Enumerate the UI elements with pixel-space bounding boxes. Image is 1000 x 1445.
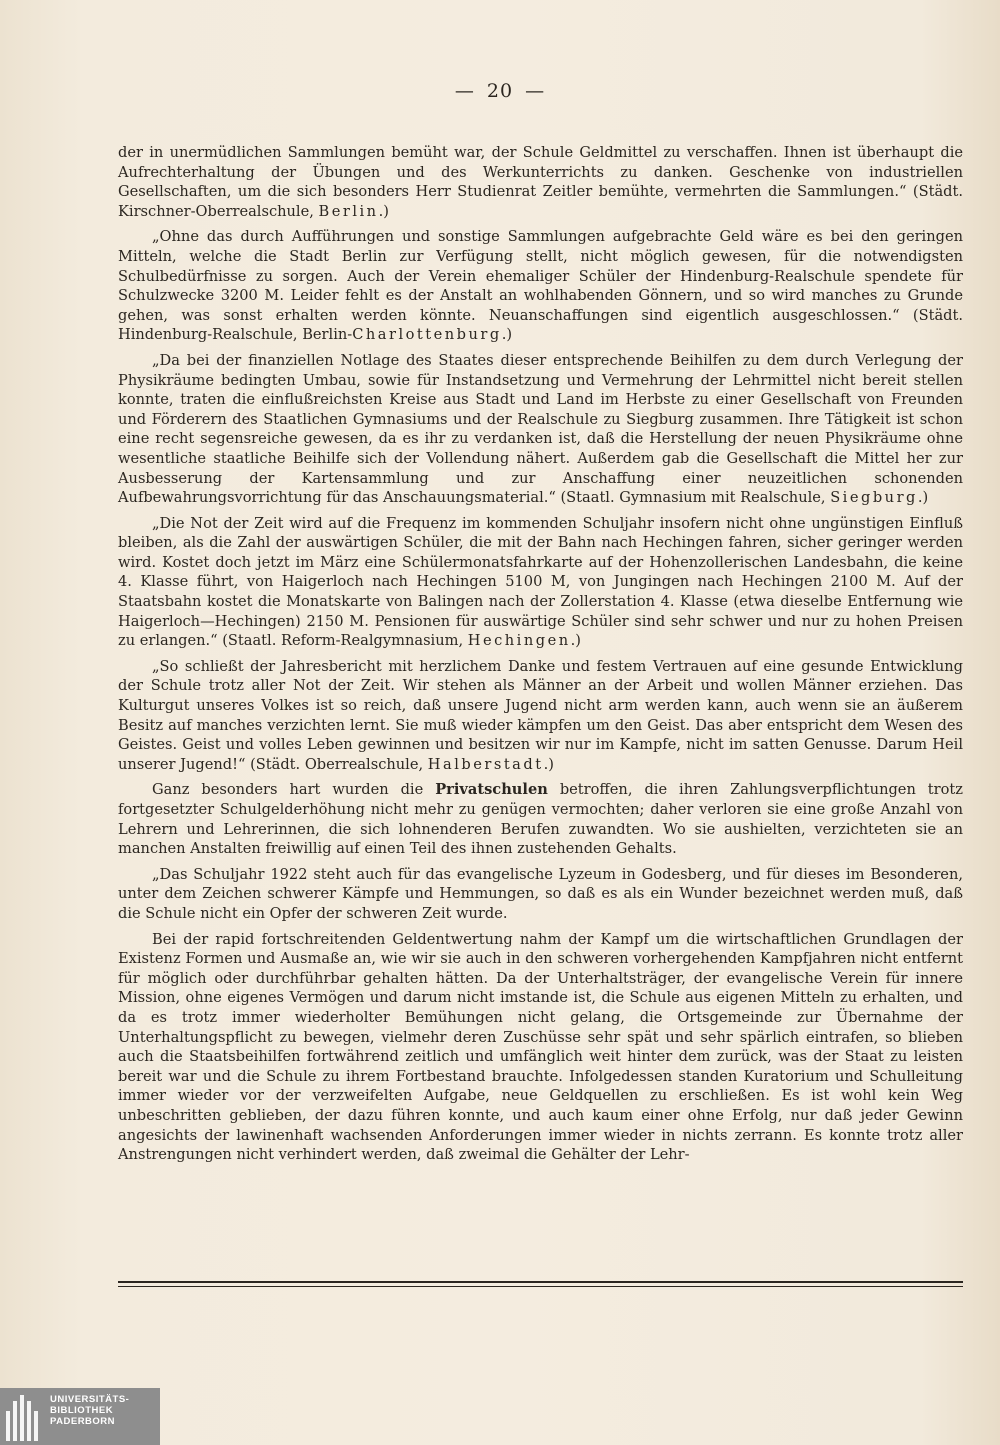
paragraph-emphasis: Hechingen [467,632,571,650]
paragraph-emphasis: Privatschulen [435,781,548,799]
paragraph-text: .) [501,326,513,344]
paragraph-text: .) [570,632,581,650]
paragraph-text: .) [917,489,929,507]
footer-rule-thin [118,1286,963,1287]
body-text [118,143,963,1171]
paragraph-emphasis: Halberstadt [427,755,544,773]
paragraph-text: .) [378,202,389,220]
library-logo-line3: PADERBORN [50,1416,116,1427]
paragraph [118,780,963,858]
page-number [0,80,1000,102]
paragraph [118,227,963,345]
paragraph-text: „Das Schuljahr 1922 steht auch für das evangelische Lyzeum in Godesberg, und für dieses im Besonderen, unter dem Zeichen schwerer Kämpfe und Hemmungen, so daß es als ein Wunder bezeichnet werden muß, daß die Schule nicht ein Opfer der schweren Zeit wurde. [118,865,963,922]
footer-rule-thick [118,1281,963,1283]
paragraph-text: „Da bei der finanziellen Notlage des Staates dieser entsprechende Beihilfen zu dem durch Verlegung der Physikräume bedingten Umbau, sowie für Instandsetzung und Vermehrung der Lehrmittel nicht bereit stellen konnte, traten die einflußreichsten Kreise aus Stadt und Land im Herbste zu einer Gesellschaft von Freunden und Förderern des Staatlichen Gymnasiums und der Realschule zu Siegburg zusammen. Ihre Tätigkeit ist schon eine recht segensreiche gewesen, da es ihr zu verdanken ist, daß die Herstellung der neuen Physikräume ohne wesentliche staatliche Beihilfe sich der Vollendung nähert. Außerdem gab die Gesellschaft die Mittel her zur Ausbesserung der Kartensammlung und zur Anschaffung einer neuzeitlichen schonenden Aufbewahrungsvorrichtung für das Anschauungsmaterial.“ (Staatl. Gymnasium mit Realschule, [118,351,963,507]
library-logo-bars-icon [6,1393,46,1441]
paragraph-emphasis: Siegburg [830,489,918,507]
page-number-value: 20 [486,80,514,102]
paragraph-text: Bei der rapid fortschreitenden Geldentwertung nahm der Kampf um die wirtschaftlichen Grundlagen der Existenz Formen und Ausmaße an, wie wir sie auch in den schweren vorhergehenden Kampfjahren nicht entfernt für möglich oder durchführbar gehalten hätten. Da der Unterhaltsträger, der evangelische Verein für innere Mission, ohne eigenes Vermögen und darum nicht imstande ist, die Schule aus eigenen Mitteln zu erhalten, und da es trotz immer wiederholter Bemühungen nicht gelang, die Ortsgemeinde zur Übernahme der Unterhaltungspflicht zu bewegen, vielmehr deren Zuschüsse sehr spät und sehr spärlich eintrafen, so blieben auch die Staatsbeihilfen fortwährend zeitlich und umfänglich weit hinter dem zurück, was der Staat zu leisten bereit war und die Schule zu ihrem Fortbestand brauchte. Infolgedessen standen Kuratorium und Schulleitung immer wieder vor der verzweifelten Aufgabe, neue Geldquellen zu erschließen. Es ist wohl kein Weg unbeschritten geblieben, der dazu führen konnte, und auch kaum einer ohne Erfolg, nur daß jeder Gewinn angesichts der lawinenhaft wachsenden Anforderungen immer wieder in nichts zerrann. Es konnte trotz aller Anstrengungen nicht verhindert werden, daß zweimal die Gehälter der Lehr- [118,930,963,1164]
paragraph-text: „So schließt der Jahresbericht mit herzlichem Danke und festem Vertrauen auf eine gesunde Entwicklung der Schule trotz aller Not der Zeit. Wir stehen als Männer an der Arbeit und wollen Männer erziehen. Das Kulturgut unseres Volkes ist so reich, daß unsere Jugend nicht arm werden kann, auch wenn sie an äußerem Besitz auf manches verzichten lernt. Sie muß wieder kämpfen um den Geist. Das aber entspricht dem Wesen des Geistes. Geist und volles Leben gewinnen und besitzen wir nur im Kampfe, nicht im satten Genusse. Darum Heil unserer Jugend!“ (Städt. Oberrealschule, [118,657,963,773]
library-logo-text [50,1394,129,1427]
library-logo-line2: BIBLIOTHEK [50,1405,114,1416]
paragraph-text: der in unermüdlichen Sammlungen bemüht war, der Schule Geldmittel zu verschaffen. Ihnen ist überhaupt die Aufrechterhaltung der Übungen und des Werkunterrichts zu danken. Geschenke von industriellen Gesellschaften, um die sich besonders Herr Studienrat Zeitler bemühte, vermehrten die Sammlungen.“ (Städt. Kirschner-Oberrealschule, [118,144,963,220]
paragraph [118,143,963,221]
paragraph-text: Ganz besonders hart wurden die [152,781,436,799]
paragraph-text: .) [543,755,554,773]
paragraph-emphasis: Berlin [318,202,379,220]
library-logo [0,1388,160,1445]
library-logo-line1: UNIVERSITÄTS- [50,1394,130,1405]
paragraph-text: „Ohne das durch Aufführungen und sonstige Sammlungen aufgebrachte Geld wäre es bei den geringen Mitteln, welche die Stadt Berlin zur Verfügung stellt, nicht möglich gewesen, für die notwendigsten Schulbedürfnisse zu sorgen. Auch der Verein ehemaliger Schüler der Hindenburg-Realschule spendete für Schulzwecke 3200 M. Leider fehlt es der Anstalt an wohlhabenden Gönnern, und so wird manches zu Grunde gehen, was sonst erhalten werden könnte. Neuanschaffungen sind eigentlich ausgeschlossen.“ (Städt. Hindenburg-Realschule, Berlin- [118,228,963,344]
paragraph [118,865,963,924]
paragraph [118,514,963,651]
paragraph [118,657,963,775]
paragraph-text: „Die Not der Zeit wird auf die Frequenz im kommenden Schuljahr insofern nicht ohne ungünstigen Einfluß bleiben, als die Zahl der auswärtigen Schüler, die mit der Bahn nach Hechingen fahren, sicher geringer werden wird. Kostet doch jetzt im März eine Schülermonatsfahrkarte auf der Hohenzollerischen Landesbahn, die keine 4. Klasse führt, von Haigerloch nach Hechingen 5100 M, von Jungingen nach Hechingen 2100 M. Auf der Staatsbahn kostet die Monatskarte von Balingen nach der Zollerstation 4. Klasse (etwa dieselbe Entfernung wie Haigerloch—Hechingen) 2150 M. Pensionen für auswärtige Schüler sind sehr schwer und nur zu hohen Preisen zu erlangen.“ (Staatl. Reform-Realgymnasium, [118,514,963,650]
page-number-dash-right: — [525,80,546,102]
paragraph-emphasis: Charlottenburg [352,326,502,344]
page-number-dash-left: — [454,80,475,102]
paragraph [118,351,963,508]
paragraph-text: betroffen, die ihren Zahlungsverpflichtungen trotz fortgesetzter Schulgelderhöhung nicht mehr zu genügen vermochten; daher verloren sie eine große Anzahl von Lehrern und Lehrerinnen, die sich lohnenderen Berufen zuwandten. Wo sie aushielten, verzichteten sie an manchen Anstalten freiwillig auf einen Teil des ihnen zustehenden Gehalts. [118,781,963,858]
paragraph [118,930,963,1165]
